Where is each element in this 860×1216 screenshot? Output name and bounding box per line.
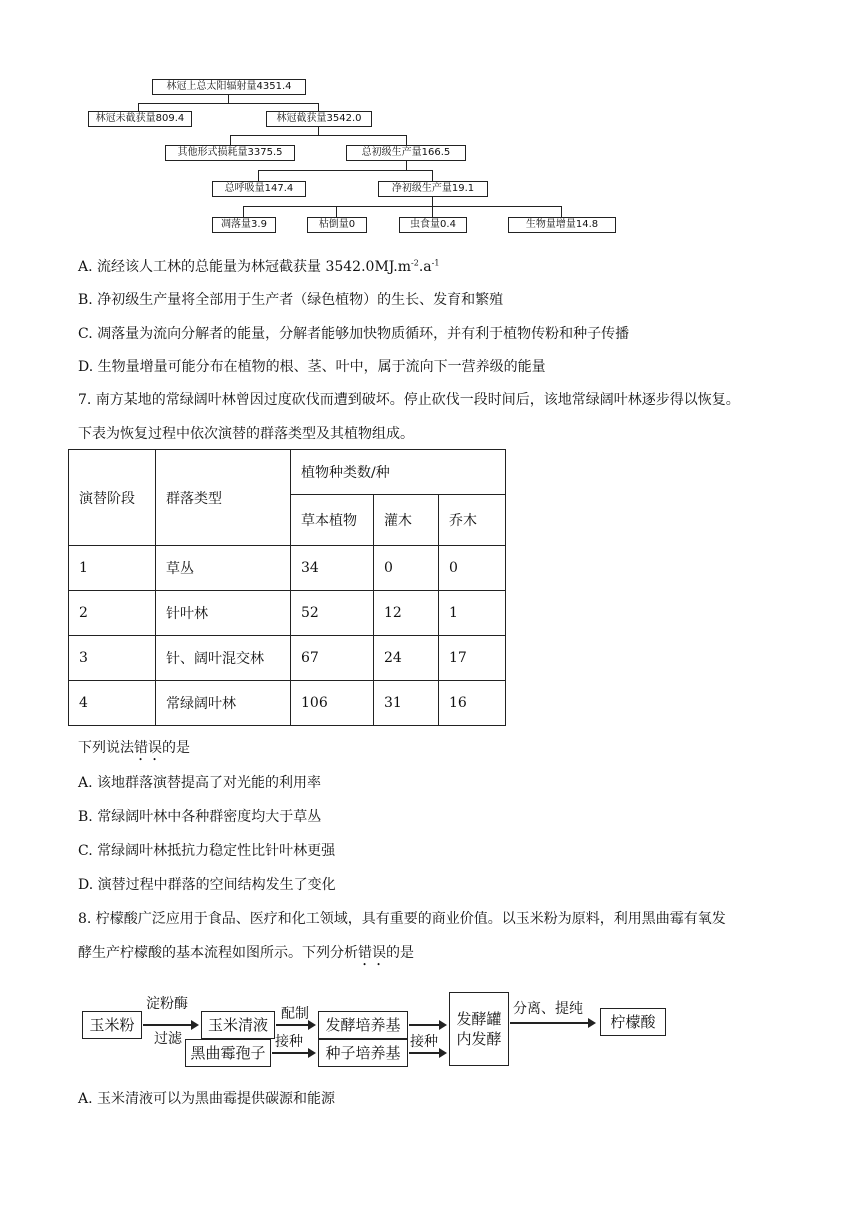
tree-root-box: 林冠上总太阳辐射量4351.4 [152,79,306,95]
q7-option-b: B. 常绿阔叶林中各种群密度均大于草丛 [78,809,322,825]
table-row: 1 草丛 34 0 0 [69,546,506,591]
flow-ferment-medium: 发酵培养基 [318,1011,408,1039]
header-tree: 乔木 [439,495,506,546]
table-row: 4 常绿阔叶林 106 31 16 [69,681,506,726]
q6-option-a: A. 流经该人工林的总能量为林冠截获量 $3542.0MJ.m^{-2}.a^{-1}$ [78,258,440,275]
q7-stem-line2: 下表为恢复过程中依次演替的群落类型及其植物组成。 [78,426,414,442]
q7-option-d: D. 演替过程中群落的空间结构发生了变化 [78,877,336,893]
flow-spores: 黑曲霉孢子 [185,1039,271,1067]
header-species-count: 植物种类数/种 [291,450,506,495]
succession-table [68,449,506,726]
q6-option-c: C. 凋落量为流向分解者的能量，分解者能够加快物质循环，并有利于植物传粉和种子传播 [78,326,630,342]
tree-dead-box: 枯倒量0 [307,217,367,233]
header-herb: 草本植物 [291,495,374,546]
flow-inoculate1-label: 接种 [275,1034,303,1050]
header-shrub: 灌木 [374,495,439,546]
flow-citric-acid: 柠檬酸 [600,1008,666,1036]
flow-fermentation-tank: 发酵罐 内发酵 [449,992,509,1066]
flow-separate-label: 分离、提纯 [513,1001,583,1017]
tree-gross-primary-box: 总初级生产量166.5 [346,145,466,161]
q7-stem-line1: 7. 南方某地的常绿阔叶林曾因过度砍伐而遭到破坏。停止砍伐一段时间后，该地常绿阔叶林逐步得以恢复。 [78,392,740,408]
tree-litter-box: 凋落量3.9 [212,217,276,233]
q8-stem-line1: 8. 柠檬酸广泛应用于食品、医疗和化工领域，具有重要的商业价值。以玉米粉为原料，利用黑曲霉有氧发 [78,911,726,927]
flow-corn-flour: 玉米粉 [82,1011,142,1039]
header-community-type: 群落类型 [156,450,291,546]
tree-biomass-increase-box: 生物量增量14.8 [508,217,616,233]
tree-intercepted-box: 林冠截获量3542.0 [266,111,372,127]
flow-arrow-3 [409,1024,445,1026]
flow-amylase-label: 淀粉酶 [146,996,188,1012]
flow-prepare-label: 配制 [281,1006,309,1022]
table-row: 2 针叶林 52 12 1 [69,591,506,636]
q7-option-c: C. 常绿阔叶林抵抗力稳定性比针叶林更强 [78,843,336,859]
tree-net-primary-box: 净初级生产量19.1 [378,181,488,197]
flow-arrow-2 [276,1024,314,1026]
flow-seed-medium: 种子培养基 [318,1039,408,1067]
flow-inoculate2-label: 接种 [410,1034,438,1050]
tree-insect-box: 虫食量0.4 [399,217,467,233]
header-stage: 演替阶段 [69,450,156,546]
flow-arrow-4 [510,1022,594,1024]
flow-arrow-6 [409,1052,445,1054]
table-row: 3 针、阔叶混交林 67 24 17 [69,636,506,681]
q6-option-d: D. 生物量增量可能分布在植物的根、茎、叶中，属于流向下一营养级的能量 [78,359,546,375]
q7-prompt: 下列说法错误的是 [78,740,190,756]
q8-stem-line2: 酵生产柠檬酸的基本流程如图所示。下列分析错误的是 [78,945,414,961]
tree-not-intercepted-box: 林冠未截获量809.4 [88,111,192,127]
tree-other-loss-box: 其他形式损耗量3375.5 [165,145,295,161]
flow-arrow-5 [272,1052,314,1054]
q6-option-b: B. 净初级生产量将全部用于生产者（绿色植物）的生长、发育和繁殖 [78,292,504,308]
flow-corn-liquid: 玉米清液 [201,1011,275,1039]
tree-respiration-box: 总呼吸量147.4 [212,181,306,197]
flow-arrow-1 [143,1024,197,1026]
q7-option-a: A. 该地群落演替提高了对光能的利用率 [78,775,322,791]
q8-option-a: A. 玉米清液可以为黑曲霉提供碳源和能源 [78,1091,336,1107]
flow-filter-label: 过滤 [154,1031,182,1047]
